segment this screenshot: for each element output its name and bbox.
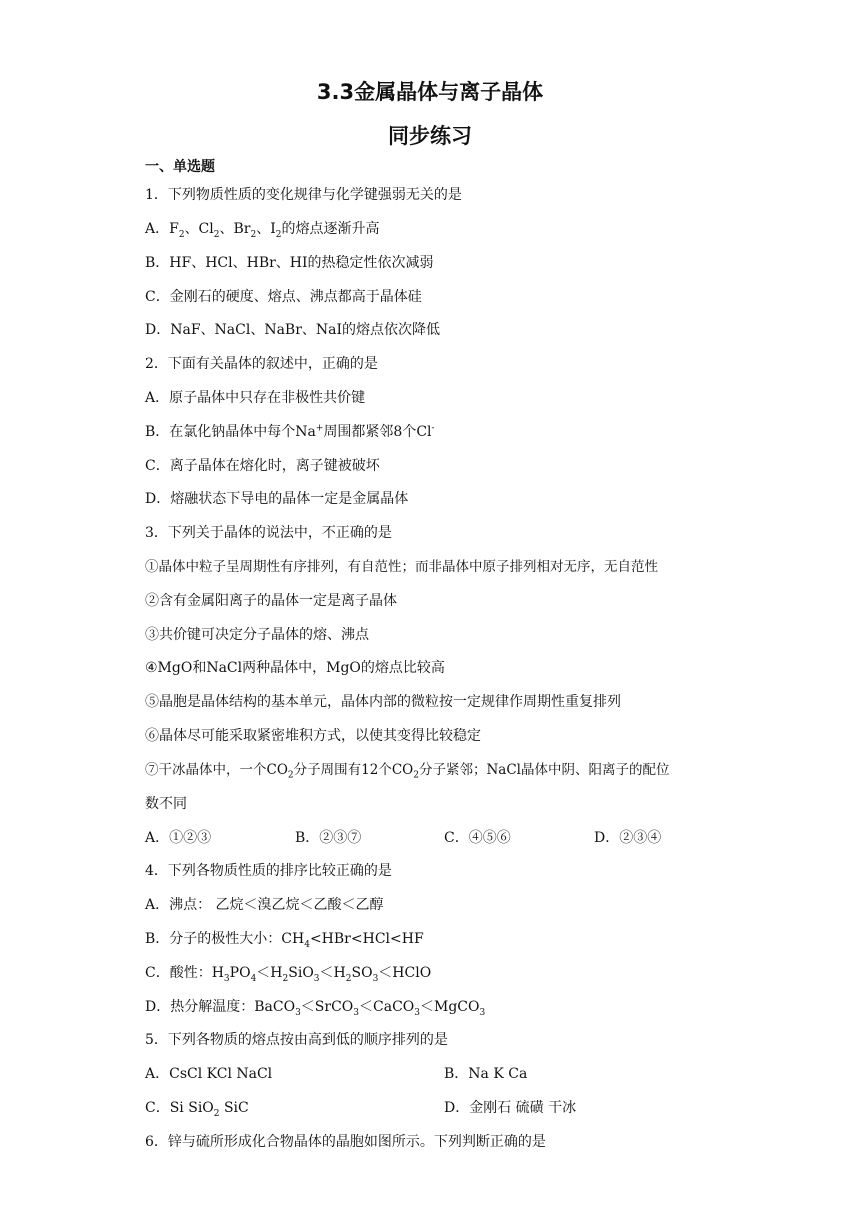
section-heading: 一、单选题 — [145, 159, 215, 175]
question-5-stem: 5．下列各物质的熔点按由高到低的顺序排列的是 — [145, 1032, 448, 1048]
question-3-option-d: D．②③④ — [594, 830, 662, 846]
question-6-stem: 6．锌与硫所形成化合物晶体的晶胞如图所示。下列判断正确的是 — [145, 1134, 546, 1150]
question-3-option-c: C．④⑤⑥ — [444, 830, 511, 846]
question-1-option-c: C．金刚石的硬度、熔点、沸点都高于晶体硅 — [145, 289, 422, 305]
question-3-statement-6: ⑥晶体尽可能采取紧密堆积方式，以使其变得比较稳定 — [145, 728, 481, 744]
question-3-statement-7-cont: 数不同 — [145, 796, 187, 812]
question-1-stem: 1．下列物质性质的变化规律与化学键强弱无关的是 — [145, 187, 462, 203]
question-5-option-a: A．CsCl KCl NaCl — [145, 1066, 273, 1082]
question-3-statement-4: ④MgO和NaCl两种晶体中，MgO的熔点比较高 — [145, 660, 445, 676]
question-5-option-b: B．Na K Ca — [444, 1066, 528, 1082]
question-4-option-c: C．酸性：$H_3PO_4<H_2SiO_3<H_2SO_3<HClO$ — [145, 965, 432, 984]
question-3-statement-3: ③共价键可决定分子晶体的熔、沸点 — [145, 627, 369, 643]
question-4-option-b: B．分子的极性大小：$CH_4<HBr<HCl<HF$ — [145, 931, 424, 950]
question-4-stem: 4．下列各物质性质的排序比较正确的是 — [145, 863, 392, 879]
question-2-option-b: B．在氯化钠晶体中每个Na+周围都紧邻8个Cl- — [145, 423, 435, 440]
question-1-option-b: B．HF、HCl、HBr、HI的热稳定性依次减弱 — [145, 255, 434, 271]
page-title: 3.3金属晶体与离子晶体 — [316, 80, 544, 104]
question-3-stem: 3．下列关于晶体的说法中，不正确的是 — [145, 525, 392, 541]
question-2-option-c: C．离子晶体在熔化时，离子键被破坏 — [145, 458, 380, 474]
question-1-option-a: A．$F_2$、$Cl_2$、$Br_2$、$I_2$的熔点逐渐升高 — [145, 221, 380, 240]
question-5-option-c: C．Si SiO$_2$ SiC — [145, 1100, 249, 1119]
question-3-statement-5: ⑤晶胞是晶体结构的基本单元，晶体内部的微粒按一定规律作周期性重复排列 — [145, 694, 621, 710]
question-2-stem: 2．下面有关晶体的叙述中，正确的是 — [145, 356, 378, 372]
question-2-option-a: A．原子晶体中只存在非极性共价键 — [145, 390, 366, 406]
question-3-option-b: B．②③⑦ — [295, 830, 362, 846]
question-5-option-d: D．金刚石 硫磺 干冰 — [444, 1100, 577, 1116]
question-3-statement-1: ①晶体中粒子呈周期性有序排列，有自范性；而非晶体中原子排列相对无序，无自范性 — [145, 559, 658, 575]
question-3-option-a: A．①②③ — [145, 830, 212, 846]
question-4-option-d: D．热分解温度：BaCO$_3$＜SrCO$_3$＜CaCO$_3$＜MgCO$_3$ — [145, 999, 486, 1018]
question-2-option-d: D．熔融状态下导电的晶体一定是金属晶体 — [145, 491, 409, 507]
question-3-statement-2: ②含有金属阳离子的晶体一定是离子晶体 — [145, 593, 397, 609]
question-3-statement-7: ⑦干冰晶体中，一个$CO_2$分子周围有12个$CO_2$分子紧邻；NaCl晶体中阴、阳离子的配位 — [145, 762, 670, 781]
question-1-option-d: D．NaF、NaCl、NaBr、NaI的熔点依次降低 — [145, 322, 441, 338]
question-4-option-a: A．沸点： 乙烷＜溴乙烷＜乙酸＜乙醇 — [145, 897, 384, 913]
page-subtitle: 同步练习 — [388, 124, 472, 148]
